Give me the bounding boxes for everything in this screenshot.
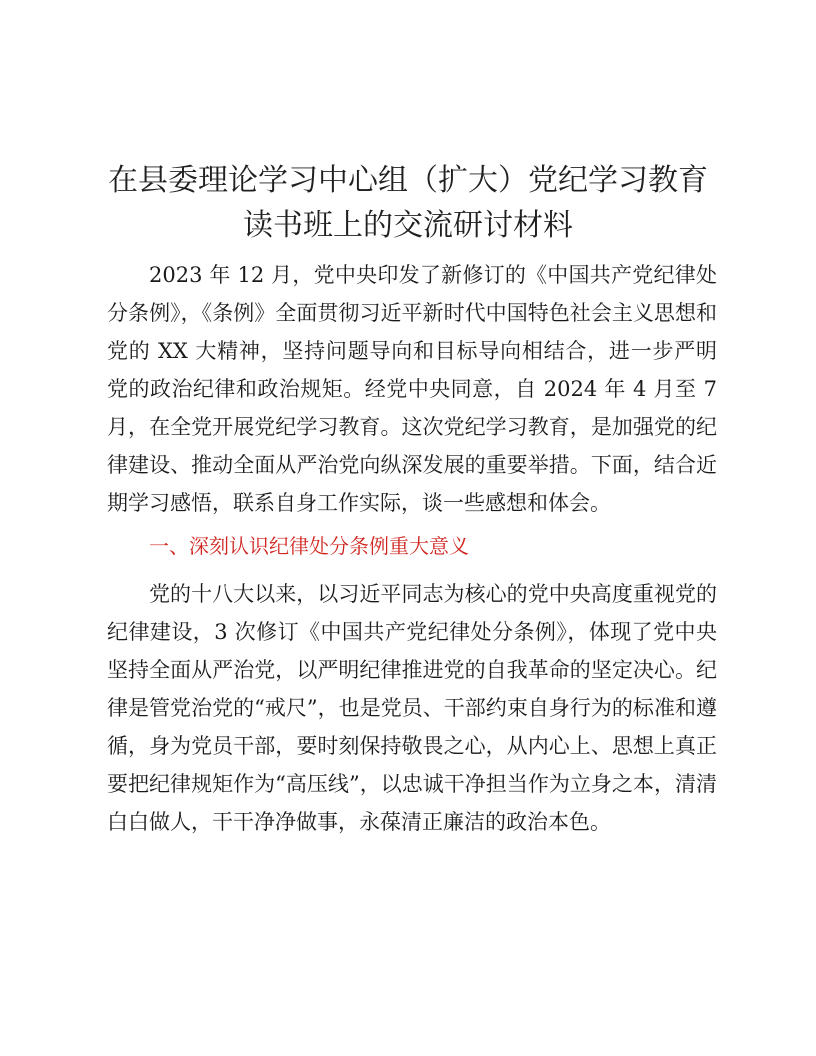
- section-1-paragraph: 党的十八大以来，以习近平同志为核心的党中央高度重视党的纪律建设，3 次修订《中国共产党纪律处分条例》，体现了党中央坚持全面从严治党，以严明纪律推进党的自我革命的坚定决心。纪律是管党治党的“戒尺”，也是党员、干部约束自身行为的标准和遵循，身为党员干部，要时刻保持敬畏之心，从内心上、思想上真正要把纪律规矩作为“高压线”，以忠诚干净担当作为立身之本，清清白白做人，干干净净做事，永葆清正廉洁的政治本色。: [107, 582, 717, 834]
- section-heading-1: 一、深刻认识纪律处分条例重大意义: [149, 534, 469, 558]
- intro-paragraph: 2023 年 12 月，党中央印发了新修订的《中国共产党纪律处分条例》，《条例》全面贯彻习近平新时代中国特色社会主义思想和党的 XX 大精神，坚持问题导向和目标导向相结合，进一步严明党的政治纪律和政治规矩。经党中央同意，自 2024 年 4 月至 7 月，在全党开展党纪学习教育。这次党纪学习教育，是加强党的纪律建设、推动全面从严治党向纵深发展的重要举措。下面，结合近期学习感悟，联系自身工作实际，谈一些感想和体会。: [107, 263, 717, 515]
- document-title-line-2: 读书班上的交流研讨材料: [243, 208, 573, 243]
- document-title-line-1: 在县委理论学习中心组（扩大）党纪学习教育: [108, 163, 708, 198]
